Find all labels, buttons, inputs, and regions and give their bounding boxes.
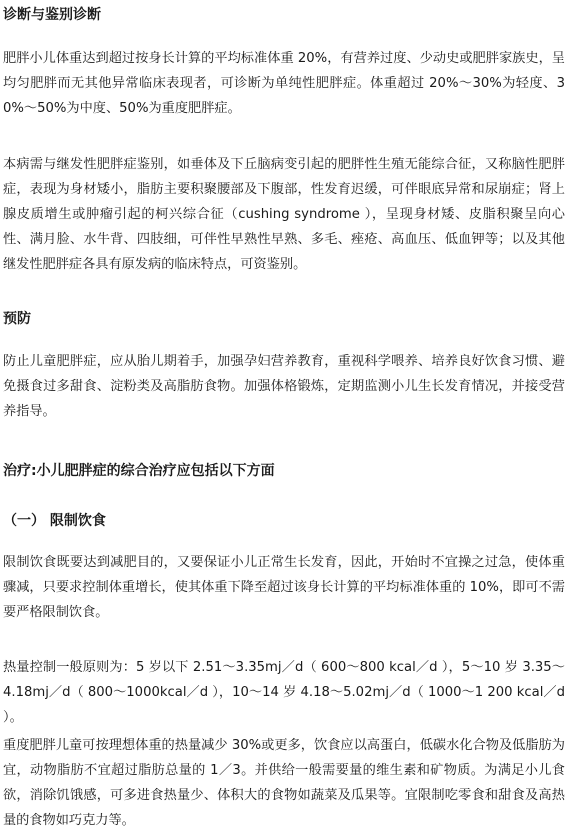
paragraph-calorie-control: 热量控制一般原则为：5 岁以下 2.51～3.35mj／d（ 600～800 kcal／d ），5～10 岁 3.35～4.18mj／d（ 800～1000kcal／d ），10～14 岁 4.18～5.02mj／d（ 1000～1 200 kcal／d ）。	[3, 660, 565, 725]
paragraph-obesity-standard: 肥胖小儿体重达到超过按身长计算的平均标准体重 20%，有营养过度、少动史或肥胖家族史，呈均匀肥胖而无其他异常临床表现者，可诊断为单纯性肥胖症。体重超过 20%～30%为轻度、30%～50%为中度、50%为重度肥胖症。	[3, 51, 565, 116]
subsection-heading-diet: （一） 限制饮食	[3, 513, 106, 529]
section-heading-treatment: 治疗:小儿肥胖症的综合治疗应包括以下方面	[3, 463, 275, 479]
section-heading-prevention: 预防	[3, 311, 31, 327]
section-heading-diagnosis: 诊断与鉴别诊断	[3, 7, 101, 23]
paragraph-differential-diagnosis: 本病需与继发性肥胖症鉴别，如垂体及下丘脑病变引起的肥胖性生殖无能综合征，又称脑性肥胖症，表现为身材矮小，脂肪主要积聚腰部及下腹部，性发育迟缓，可伴眼底异常和尿崩症；肾上腺皮质增生或肿瘤引起的柯兴综合征（cushing syndrome ），呈现身材矮、皮脂积聚呈向心性、满月脸、水牛背、四肢细，可伴性早熟性早熟、多毛、痤疮、高血压、低血钾等；以及其他继发性肥胖症各具有原发病的临床特点，可资鉴别。	[3, 157, 565, 272]
paragraph-severe-obesity-diet: 重度肥胖儿童可按理想体重的热量减少 30%或更多，饮食应以高蛋白，低碳水化合物及低脂肪为宜，动物脂肪不宜超过脂肪总量的 1／3。并供给一般需要量的维生素和矿物质。为满足小儿食欲，消除饥饿感，可多进食热量少、体积大的食物如蔬菜及瓜果等。宜限制吃零食和甜食及高热量的食物如巧克力等。	[3, 738, 565, 828]
paragraph-prevention: 防止儿童肥胖症，应从胎儿期着手，加强孕妇营养教育，重视科学喂养、培养良好饮食习惯、避免摄食过多甜食、淀粉类及高脂肪食物。加强体格锻炼，定期监测小儿生长发育情况，并接受营养指导。	[3, 354, 565, 419]
paragraph-diet-limit: 限制饮食既要达到减肥目的，又要保证小儿正常生长发育，因此，开始时不宜操之过急，使体重骤减，只要求控制体重增长，使其体重下降至超过该身长计算的平均标准体重的 10%，即可不需要严格限制饮食。	[3, 555, 565, 620]
